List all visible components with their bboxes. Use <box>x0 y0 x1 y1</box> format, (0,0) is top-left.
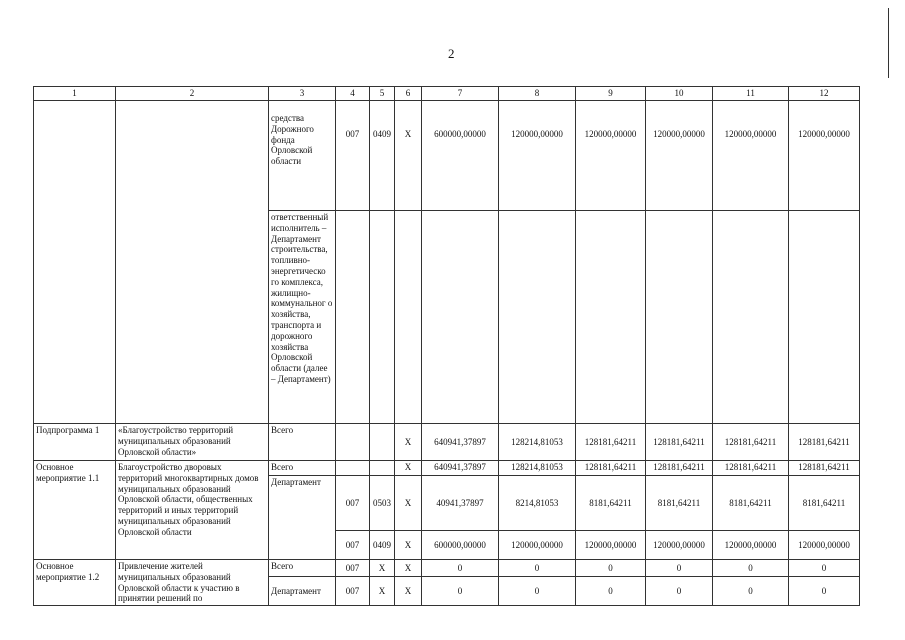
value-cell: 128181,64211 <box>576 461 646 476</box>
header-row <box>34 87 860 101</box>
row-title: «Благоустройство территорий муниципальных образований Орловской области» <box>116 424 269 461</box>
value-cell: 120000,00000 <box>576 101 646 211</box>
value-cell: 0 <box>576 560 646 577</box>
empty-cell <box>34 101 116 424</box>
page-number: 2 <box>448 46 455 61</box>
header-cell: 6 <box>395 87 422 101</box>
value-cell: 120000,00000 <box>576 531 646 560</box>
row-label: Основное мероприятие 1.1 <box>34 461 116 560</box>
row-kind: Департамент <box>269 577 336 606</box>
value-cell: 0409 <box>370 531 395 560</box>
table-row <box>34 461 860 476</box>
value-cell: 120000,00000 <box>499 101 576 211</box>
value-cell: 120000,00000 <box>789 101 860 211</box>
value-cell: 8181,64211 <box>789 476 860 531</box>
value-cell: 007 <box>336 560 370 577</box>
value-cell: X <box>395 424 422 461</box>
value-cell: 0 <box>499 577 576 606</box>
value-cell: X <box>395 531 422 560</box>
empty-cell <box>646 211 713 424</box>
value-cell: 0 <box>713 560 789 577</box>
value-cell: 128181,64211 <box>646 461 713 476</box>
empty-cell <box>499 211 576 424</box>
empty-cell <box>395 211 422 424</box>
empty-cell <box>370 424 395 461</box>
empty-cell <box>336 461 370 476</box>
value-cell: X <box>370 577 395 606</box>
row-label: Основное мероприятие 1.2 <box>34 560 116 606</box>
value-cell: 120000,00000 <box>713 101 789 211</box>
value-cell: 128181,64211 <box>646 424 713 461</box>
value-cell: 0 <box>646 560 713 577</box>
value-cell: 600000,00000 <box>422 101 499 211</box>
value-cell: X <box>395 101 422 211</box>
header-cell: 1 <box>34 87 116 101</box>
value-cell: 128181,64211 <box>789 424 860 461</box>
header-cell: 10 <box>646 87 713 101</box>
value-cell: 640941,37897 <box>422 461 499 476</box>
value-cell: 8181,64211 <box>576 476 646 531</box>
row-title: Привлечение жителей муниципальных образований Орловской области к участию в принятии решений по <box>116 560 269 606</box>
value-cell: 128181,64211 <box>576 424 646 461</box>
funding-source-cell: средства Дорожного фонда Орловской области <box>269 101 336 211</box>
empty-cell <box>336 211 370 424</box>
value-cell: 007 <box>336 531 370 560</box>
value-cell: X <box>395 476 422 531</box>
empty-cell <box>422 211 499 424</box>
header-cell: 4 <box>336 87 370 101</box>
empty-cell <box>116 101 269 424</box>
value-cell: 0 <box>422 577 499 606</box>
value-cell: 0 <box>422 560 499 577</box>
value-cell: 128181,64211 <box>713 424 789 461</box>
header-cell: 11 <box>713 87 789 101</box>
value-cell: 0 <box>789 560 860 577</box>
table-row <box>34 101 860 211</box>
header-cell: 8 <box>499 87 576 101</box>
empty-cell <box>370 211 395 424</box>
value-cell: 120000,00000 <box>789 531 860 560</box>
value-cell: 8181,64211 <box>713 476 789 531</box>
value-cell: 120000,00000 <box>646 101 713 211</box>
value-cell: 8214,81053 <box>499 476 576 531</box>
empty-cell <box>713 211 789 424</box>
row-kind: Всего <box>269 560 336 577</box>
value-cell: 8181,64211 <box>646 476 713 531</box>
empty-cell <box>336 424 370 461</box>
value-cell: 640941,37897 <box>422 424 499 461</box>
margin-rule <box>888 8 889 78</box>
budget-table <box>33 86 860 606</box>
value-cell: X <box>395 577 422 606</box>
value-cell: X <box>395 461 422 476</box>
header-cell: 9 <box>576 87 646 101</box>
responsible-executor-cell: ответственный исполнитель – Департамент строительства, топливно-энергетическо го комплекса, жилищно-коммунальног о хозяйства, транспорта и дорожного хозяйства Орловской области (далее – Департамент) <box>269 211 336 424</box>
row-kind: Департамент <box>269 476 336 560</box>
value-cell: 600000,00000 <box>422 531 499 560</box>
value-cell: 0409 <box>370 101 395 211</box>
value-cell: 0 <box>576 577 646 606</box>
header-cell: 2 <box>116 87 269 101</box>
row-kind: Всего <box>269 461 336 476</box>
value-cell: X <box>370 560 395 577</box>
value-cell: 007 <box>336 476 370 531</box>
value-cell: 007 <box>336 577 370 606</box>
value-cell: X <box>395 560 422 577</box>
value-cell: 007 <box>336 101 370 211</box>
header-cell: 7 <box>422 87 499 101</box>
value-cell: 40941,37897 <box>422 476 499 531</box>
header-cell: 3 <box>269 87 336 101</box>
value-cell: 120000,00000 <box>646 531 713 560</box>
empty-cell <box>370 461 395 476</box>
value-cell: 0 <box>789 577 860 606</box>
empty-cell <box>576 211 646 424</box>
row-label: Подпрограмма 1 <box>34 424 116 461</box>
row-title: Благоустройство дворовых территорий многоквартирных домов муниципальных образований Орловской области, общественных территорий и иных территорий муниципальных образований Орловской области <box>116 461 269 560</box>
value-cell: 0503 <box>370 476 395 531</box>
value-cell: 0 <box>713 577 789 606</box>
table-row <box>34 424 860 461</box>
value-cell: 0 <box>499 560 576 577</box>
header-cell: 5 <box>370 87 395 101</box>
value-cell: 120000,00000 <box>499 531 576 560</box>
value-cell: 0 <box>646 577 713 606</box>
row-kind: Всего <box>269 424 336 461</box>
value-cell: 128214,81053 <box>499 424 576 461</box>
value-cell: 128214,81053 <box>499 461 576 476</box>
table-row <box>34 560 860 577</box>
value-cell: 128181,64211 <box>713 461 789 476</box>
empty-cell <box>789 211 860 424</box>
value-cell: 120000,00000 <box>713 531 789 560</box>
value-cell: 128181,64211 <box>789 461 860 476</box>
header-cell: 12 <box>789 87 860 101</box>
